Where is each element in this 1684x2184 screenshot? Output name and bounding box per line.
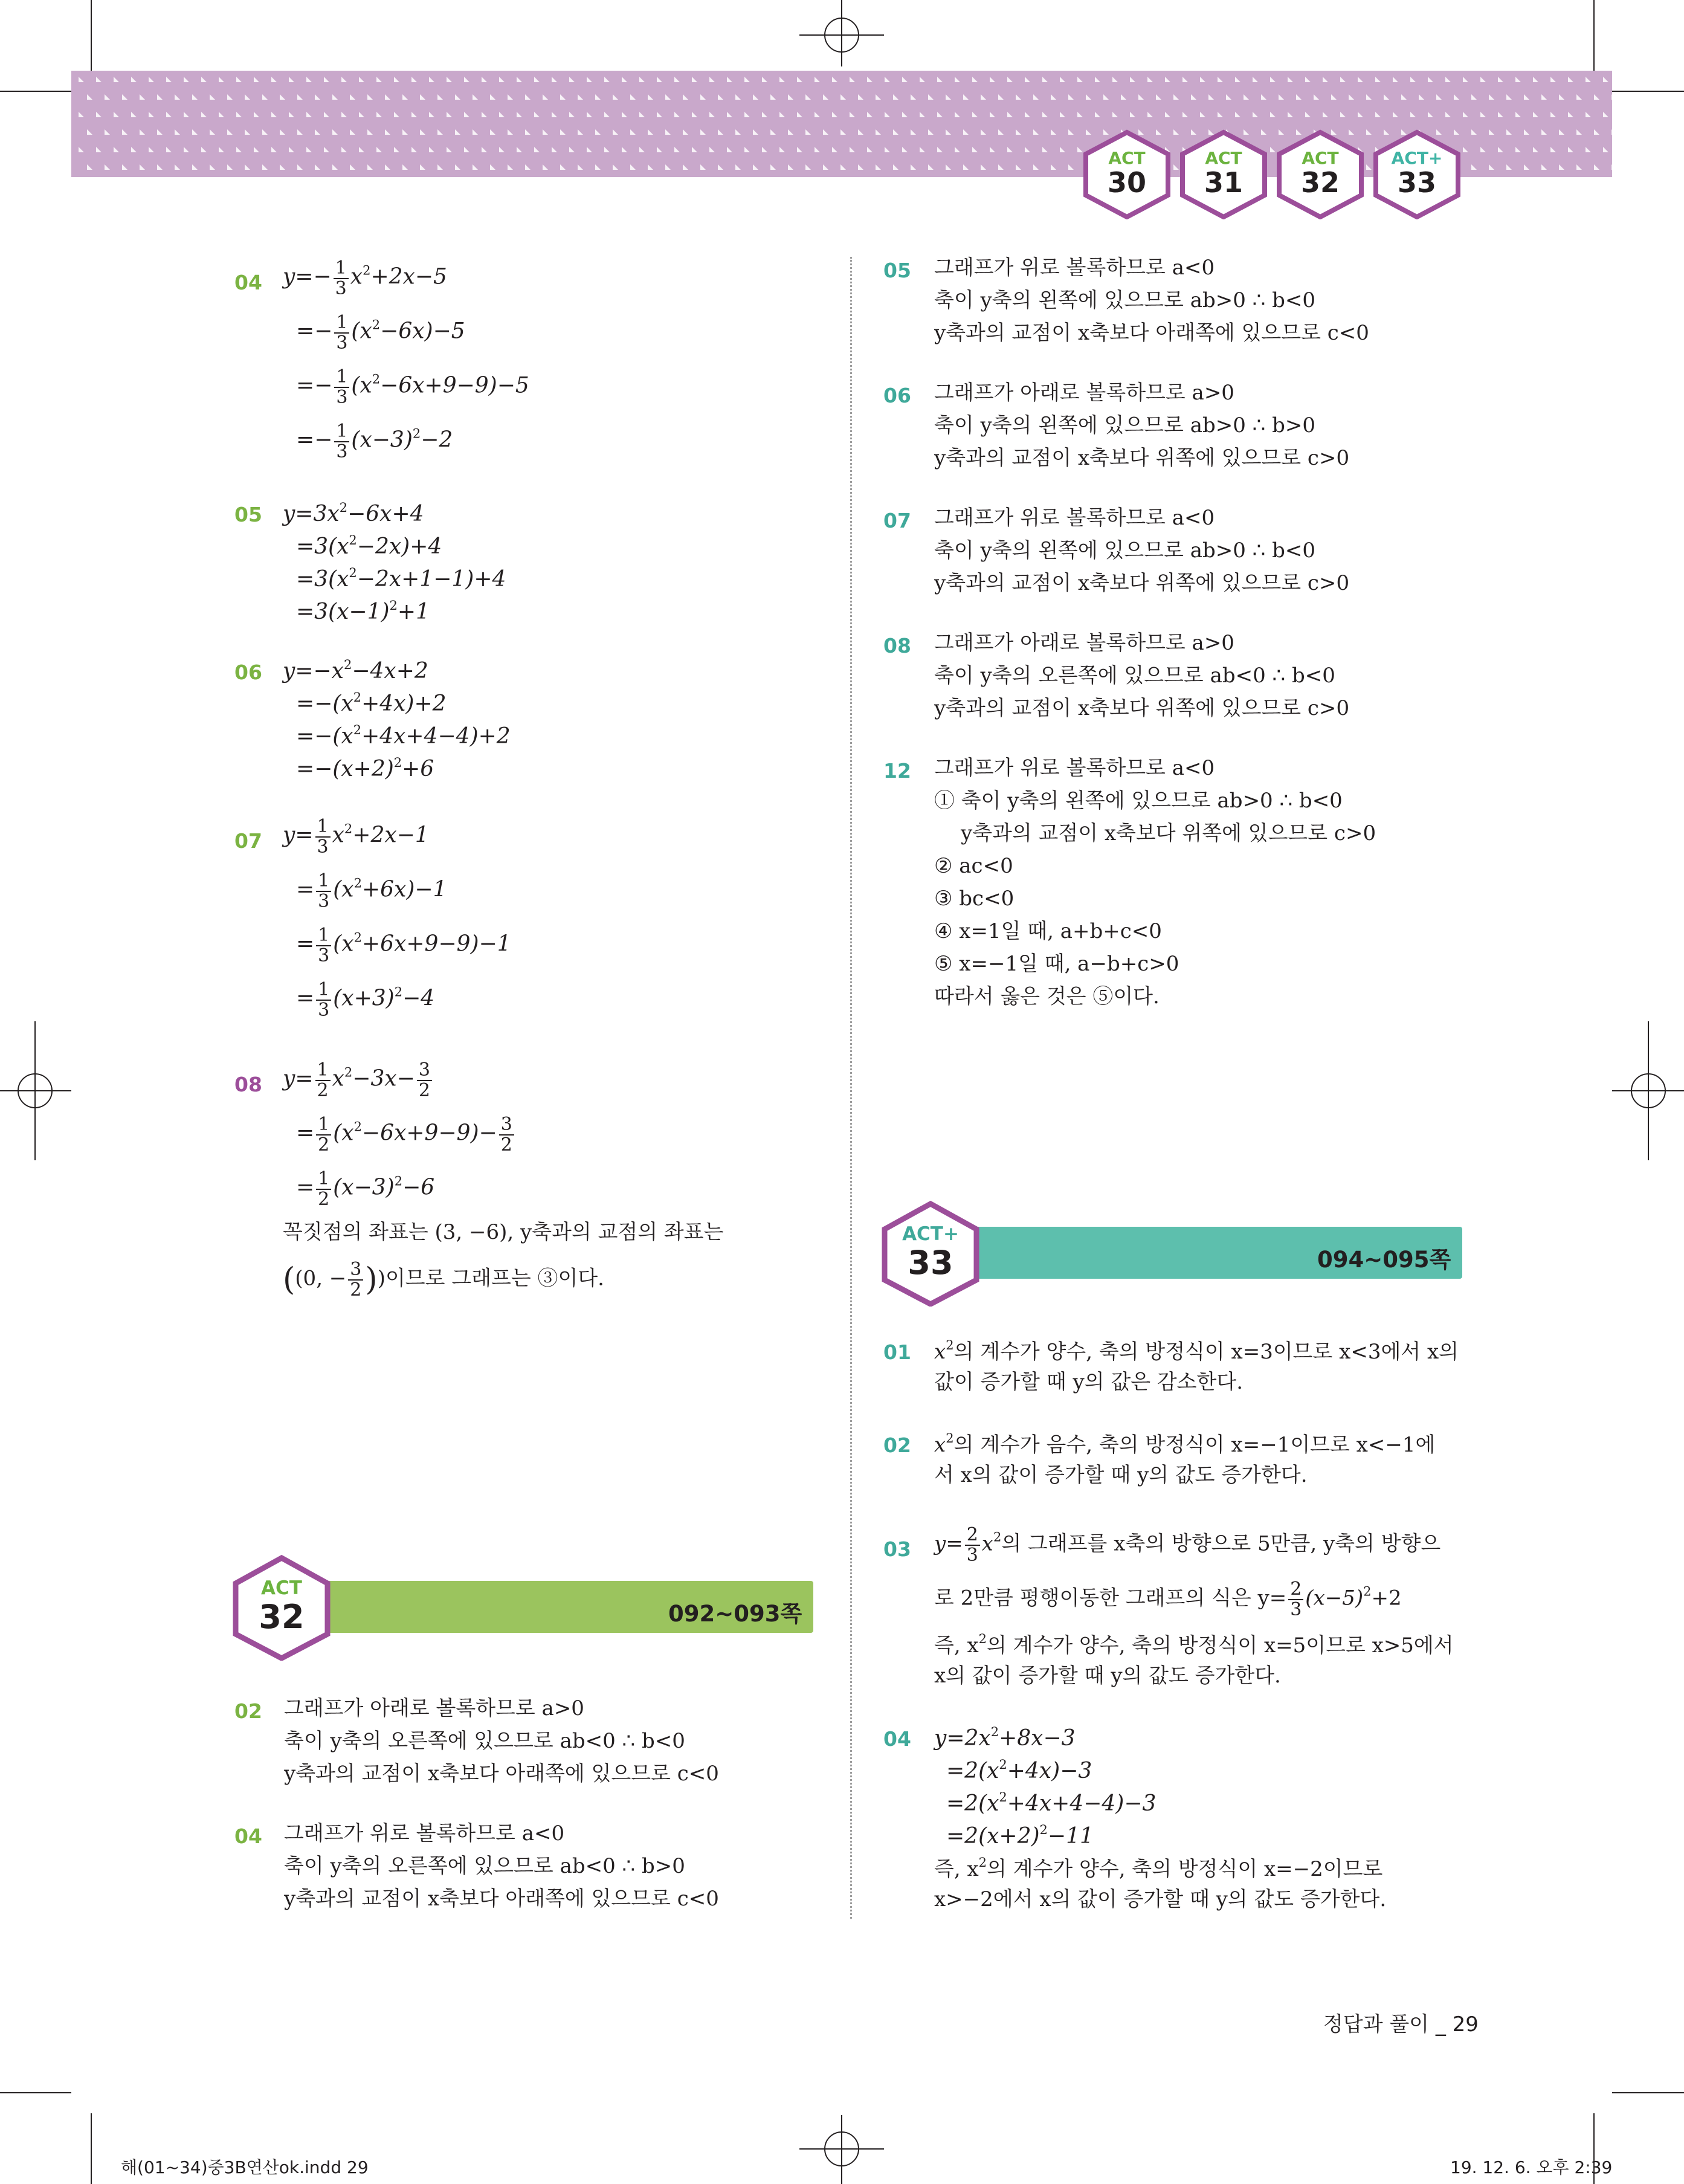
text-line: $x^2$의 계수가 음수, 축의 방정식이 x=−1이므로 x<−1에 [934, 1431, 1436, 1457]
section-badge-32: ACT 32 [228, 1554, 335, 1661]
equation-line: $y=2x^2+8x-3$ [934, 1725, 1076, 1751]
equation-line: $=-(x^2+4x+4-4)+2$ [296, 723, 511, 749]
text-line: ① 축이 y축의 왼쪽에 있으므로 ab>0 ∴ b<0 [934, 789, 1343, 813]
act-badge-number: 33 [1397, 166, 1436, 199]
problem-number: 12 [883, 759, 911, 783]
equation-line: $=2(x^2+4x)-3$ [946, 1757, 1092, 1783]
crop-mark [0, 2092, 71, 2093]
equation-line: =− $\frac{1}{3}$ $(x^2-6x+9-9)-5$ [296, 366, 529, 408]
text-line: x>−2에서 x의 값이 증가할 때 y의 값도 증가한다. [934, 1887, 1387, 1911]
problem-number: 03 [883, 1537, 911, 1561]
problem-number: 06 [234, 661, 262, 684]
equation-line: $=3(x^2-2x+1-1)+4$ [296, 566, 506, 592]
act-badge-label: ACT [1205, 148, 1242, 168]
problem-number: 05 [234, 503, 262, 526]
text-line: 그래프가 위로 볼록하므로 a<0 [934, 506, 1215, 530]
registration-mark [799, 2115, 884, 2184]
text-line: 따라서 옳은 것은 ⑤이다. [934, 984, 1160, 1009]
equation-line: = $\frac{1}{3}$ $(x+3)^2-4$ [296, 979, 435, 1021]
equation-line: y= $\frac{1}{3}$ $x^2+2x-1$ [283, 816, 429, 858]
equation-line: = $\frac{1}{3}$ $(x^2+6x)-1$ [296, 870, 447, 912]
crop-mark [0, 91, 71, 92]
text-line: y축과의 교점이 x축보다 아래쪽에 있으므로 c<0 [284, 1887, 719, 1911]
text-line: 로 2만큼 평행이동한 그래프의 식은 y= $\frac{2}{3}$ $(x-5)^2+2$ [934, 1578, 1402, 1620]
registration-mark [0, 1021, 71, 1160]
act-badge-number: 30 [1107, 166, 1146, 199]
equation-line: $y=-x^2-4x+2$ [283, 657, 428, 683]
problem-number: 08 [234, 1073, 262, 1096]
problem-number: 02 [883, 1433, 911, 1457]
crop-mark [1612, 91, 1684, 92]
text-line: x의 값이 증가할 때 y의 값도 증가한다. [934, 1664, 1281, 1688]
problem-number: 04 [234, 1824, 262, 1848]
act-badge-31 [1175, 129, 1272, 219]
act-badge-30 [1079, 129, 1175, 219]
text-line: y축과의 교점이 x축보다 아래쪽에 있으므로 c<0 [934, 321, 1369, 345]
problem-number: 05 [883, 259, 911, 282]
text-line: 축이 y축의 왼쪽에 있으므로 ab>0 ∴ b<0 [934, 288, 1316, 312]
text-line: ((0, − $\frac{3}{2}$ ))이므로 그래프는 ③이다. [283, 1259, 604, 1300]
text-line: y축과의 교점이 x축보다 아래쪽에 있으므로 c<0 [284, 1762, 719, 1786]
equation-line: =− $\frac{1}{3}$ $(x^2-6x)-5$ [296, 312, 465, 354]
section-pages-32: 092~093쪽 [668, 1601, 802, 1627]
act-badge-label: ACT+ [1391, 148, 1443, 168]
text-line: 그래프가 위로 볼록하므로 a<0 [934, 756, 1215, 780]
registration-mark [1612, 1021, 1684, 1160]
crop-mark [91, 0, 92, 71]
problem-number: 06 [883, 384, 911, 407]
act-badge-label: ACT [1302, 148, 1339, 168]
equation-line: $=-(x+2)^2+6$ [296, 755, 434, 781]
problem-number: 04 [883, 1727, 911, 1751]
text-line: 그래프가 위로 볼록하므로 a<0 [284, 1821, 565, 1846]
text-line: 값이 증가할 때 y의 값은 감소한다. [934, 1370, 1244, 1394]
text-line: y축과의 교점이 x축보다 위쪽에 있으므로 c>0 [934, 571, 1350, 595]
problem-number: 07 [234, 829, 262, 853]
text-line: 축이 y축의 왼쪽에 있으므로 ab>0 ∴ b>0 [934, 413, 1316, 438]
print-date: 19. 12. 6. 오후 2:39 [1450, 2157, 1613, 2177]
registration-mark [799, 0, 884, 66]
text-line: ⑤ x=−1일 때, a−b+c>0 [934, 952, 1179, 976]
text-line: 꼭짓점의 좌표는 (3, −6), y축과의 교점의 좌표는 [283, 1220, 724, 1244]
text-line: ④ x=1일 때, a+b+c<0 [934, 919, 1162, 943]
equation-line: $=2(x^2+4x+4-4)-3$ [946, 1790, 1157, 1816]
text-line: y축과의 교점이 x축보다 위쪽에 있으므로 c>0 [961, 821, 1376, 845]
text-line: 축이 y축의 오른쪽에 있으므로 ab<0 ∴ b<0 [284, 1729, 685, 1753]
equation-line: y=− $\frac{1}{3}$ $x^2+2x-5$ [283, 257, 447, 299]
equation-line: $y=3x^2-6x+4$ [283, 500, 424, 526]
text-line: 그래프가 위로 볼록하므로 a<0 [934, 256, 1215, 280]
section-pages-33: 094~095쪽 [1317, 1247, 1451, 1273]
act-badge-32 [1272, 129, 1369, 219]
act-badge-33 [1369, 129, 1465, 219]
problem-number: 04 [234, 271, 262, 294]
equation-line: = $\frac{1}{2}$ $(x-3)^2-6$ [296, 1168, 435, 1210]
text-line: 즉, $x^2$의 계수가 양수, 축의 방정식이 x=−2이므로 [934, 1855, 1383, 1881]
equation-line: y= $\frac{1}{2}$ $x^2-3x-$ $\frac{3}{2}$ [283, 1061, 434, 1100]
problem-number: 02 [234, 1699, 262, 1723]
file-name: 해(01~34)중3B연산ok.indd 29 [121, 2157, 369, 2177]
problem-number: 08 [883, 634, 911, 657]
section-badge-33: ACT+ 33 [877, 1200, 984, 1307]
text-line: 즉, $x^2$의 계수가 양수, 축의 방정식이 x=5이므로 x>5에서 [934, 1632, 1454, 1658]
text-line: $x^2$의 계수가 양수, 축의 방정식이 x=3이므로 x<3에서 x의 [934, 1338, 1459, 1364]
text-line: 축이 y축의 오른쪽에 있으므로 ab<0 ∴ b>0 [284, 1854, 685, 1878]
problem-number: 01 [883, 1340, 911, 1364]
act-badge-number: 32 [1300, 166, 1340, 199]
text-line: 축이 y축의 왼쪽에 있으므로 ab>0 ∴ b<0 [934, 538, 1316, 563]
text-line: ③ bc<0 [934, 887, 1015, 911]
text-line: 축이 y축의 오른쪽에 있으므로 ab<0 ∴ b<0 [934, 664, 1335, 688]
act-badge-number: 31 [1204, 166, 1243, 199]
text-line: y축과의 교점이 x축보다 위쪽에 있으므로 c>0 [934, 446, 1350, 470]
page-number: 정답과 풀이 _ 29 [1323, 2012, 1479, 2037]
crop-mark [1593, 0, 1595, 71]
text-line: 서 x의 값이 증가할 때 y의 값도 증가한다. [934, 1463, 1308, 1487]
equation-line: $=3(x-1)^2+1$ [296, 598, 430, 624]
text-line: ② ac<0 [934, 854, 1013, 878]
text-line: y= $\frac{2}{3}$ $x^2$의 그래프를 x축의 방향으로 5만큼, y축의 방향으 [934, 1524, 1441, 1566]
text-line: 그래프가 아래로 볼록하므로 a>0 [284, 1696, 584, 1720]
crop-mark [91, 2113, 92, 2184]
text-line: 그래프가 아래로 볼록하므로 a>0 [934, 381, 1234, 405]
equation-line: $=2(x+2)^2-11$ [946, 1823, 1094, 1849]
crop-mark [1612, 2092, 1684, 2093]
text-line: 그래프가 아래로 볼록하므로 a>0 [934, 631, 1234, 655]
equation-line: = $\frac{1}{3}$ $(x^2+6x+9-9)-1$ [296, 925, 511, 966]
act-badge-label: ACT [1108, 148, 1146, 168]
equation-line: = $\frac{1}{2}$ $(x^2-6x+9-9)-$ $\frac{3}{2}$ [296, 1115, 516, 1154]
equation-line: $=3(x^2-2x)+4$ [296, 533, 442, 559]
column-divider [850, 257, 852, 1919]
problem-number: 07 [883, 509, 911, 532]
equation-line: =− $\frac{1}{3}$ $(x-3)^2-2$ [296, 421, 453, 462]
text-line: y축과의 교점이 x축보다 위쪽에 있으므로 c>0 [934, 696, 1350, 720]
equation-line: $=-(x^2+4x)+2$ [296, 690, 447, 716]
